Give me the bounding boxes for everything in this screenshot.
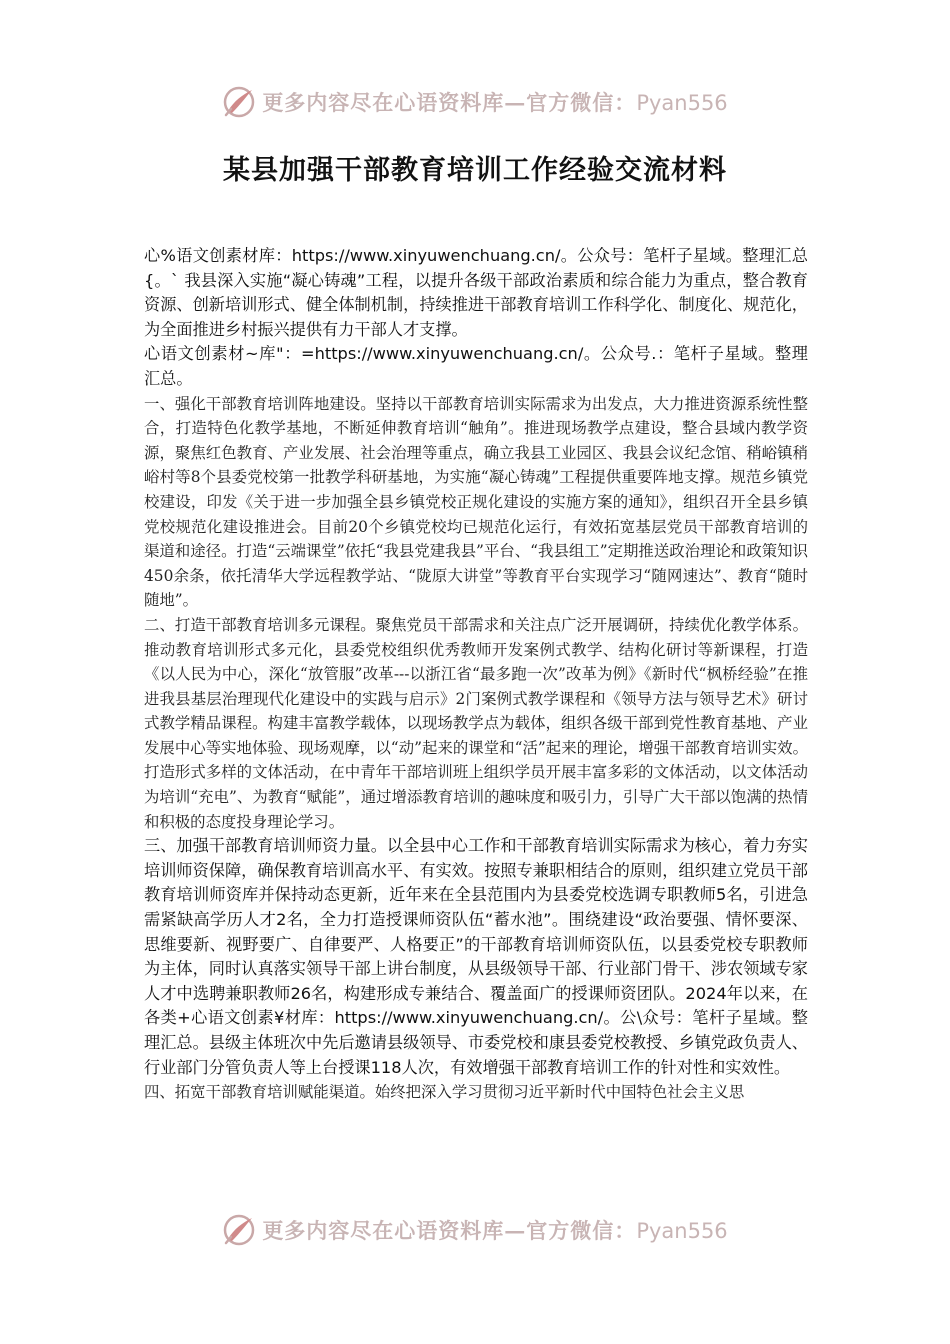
- paragraph-section-1: 一、强化干部教育培训阵地建设。坚持以干部教育培训实际需求为出发点，大力推进资源系统性整合，打造特色化教学基地，不断延伸教育培训“触角”。推进现场教学点建设，整合县域内教学资源，聚焦红色教育、产业发展、社会治理等重点，确立我县工业园区、我县会议纪念馆、稍峪镇稍峪村等8个县委党校第一批教学科研基地，为实施“凝心铸魂”工程提供重要阵地支撑。规范乡镇党校建设，印发《关于进一步加强全县乡镇党校正规化建设的实施方案的通知》，组织召开全县乡镇党校规范化建设推进会。目前20个乡镇党校均已规范化运行，有效拓宽基层党员干部教育培训的渠道和途径。打造“云端课堂”依托“我县党建我县”平台、“我县组工”定期推送政治理论和政策知识450余条，依托清华大学远程教学站、“陇原大讲堂”等教育平台实现学习“随网速达”、教育“随时随地”。: [144, 394, 808, 610]
- paragraph-section-4: 四、拓宽干部教育培训赋能渠道。始终把深入学习贯彻习近平新时代中国特色社会主义思: [144, 1083, 745, 1102]
- brush-logo-icon: [222, 85, 256, 119]
- watermark-text: 更多内容尽在心语资料库—官方微信：Pyan556: [262, 1218, 728, 1243]
- paragraph-source-note: 心语文创素材~库"：=https://www.xinyuwenchuang.cn/。公众号.：笔杆子星域。整理汇总。: [144, 344, 808, 388]
- paragraph-section-2: 二、打造干部教育培训多元课程。聚焦党员干部需求和关注点广泛开展调研，持续优化教学体系。推动教育培训形式多元化，县委党校组织优秀教师开发案例式教学、结构化研讨等新课程，打造《以人民为中心，深化“放管服”改革---以浙江省“最多跑一次”改革为例》《新时代“枫桥经验”在推进我县基层治理现代化建设中的实践与启示》2门案例式教学课程和《领导方法与领导艺术》研讨式教学精品课程。构建丰富教学载体，以现场教学点为载体，组织各级干部到党性教育基地、产业发展中心等实地体验、现场观摩，以“动”起来的课堂和“活”起来的理论，增强干部教育培训实效。打造形式多样的文体活动，在中青年干部培训班上组织学员开展丰富多彩的文体活动，以文体活动为培训“充电”、为教育“赋能”，通过增添教育培训的趣味度和吸引力，引导广大干部以饱满的热情和积极的态度投身理论学习。: [144, 615, 808, 831]
- header-watermark-banner: [0, 80, 950, 124]
- brush-logo-icon: [222, 1213, 256, 1247]
- document-title: 某县加强干部教育培训工作经验交流材料: [223, 155, 727, 186]
- document-body: [144, 244, 808, 1105]
- paragraph-section-3: 三、加强干部教育培训师资力量。以全县中心工作和干部教育培训实际需求为核心，着力夯实培训师资保障，确保教育培训高水平、有实效。按照专兼职相结合的原则，组织建立党员干部教育培训师资库并保持动态更新，近年来在全县范围内为县委党校选调专职教师5名，引进急需紧缺高学历人才2名，全力打造授课师资队伍“蓄水池”。围绕建设“政治要强、情怀要深、思维要新、视野要广、自律要严、人格要正”的干部教育培训师资队伍，以县委党校专职教师为主体，同时认真落实领导干部上讲台制度，从县级领导干部、行业部门骨干、涉农领域专家人才中选聘兼职教师26名，构建形成专兼结合、覆盖面广的授课师资团队。2024年以来，在各类+心语文创素¥材库：https://www.xinyuwenchuang.cn/。公\众号：笔杆子星域。整理汇总。县级主体班次中先后邀请县级领导、市委党校和康县委党校教授、乡镇党政负责人、行业部门分管负责人等上台授课118人次，有效增强干部教育培训工作的针对性和实效性。: [144, 836, 808, 1077]
- watermark-text: 更多内容尽在心语资料库—官方微信：Pyan556: [262, 90, 728, 115]
- paragraph-intro: 心%语文创素材库：https://www.xinyuwenchuang.cn/。公众号：笔杆子星域。整理汇总{。` 我县深入实施“凝心铸魂”工程，以提升各级干部政治素质和综合能力为重点，整合教育资源、创新培训形式、健全体制机制，持续推进干部教育培训工作科学化、制度化、规范化，为全面推进乡村振兴提供有力干部人才支撑。: [144, 246, 808, 339]
- footer-watermark-banner: [0, 1208, 950, 1252]
